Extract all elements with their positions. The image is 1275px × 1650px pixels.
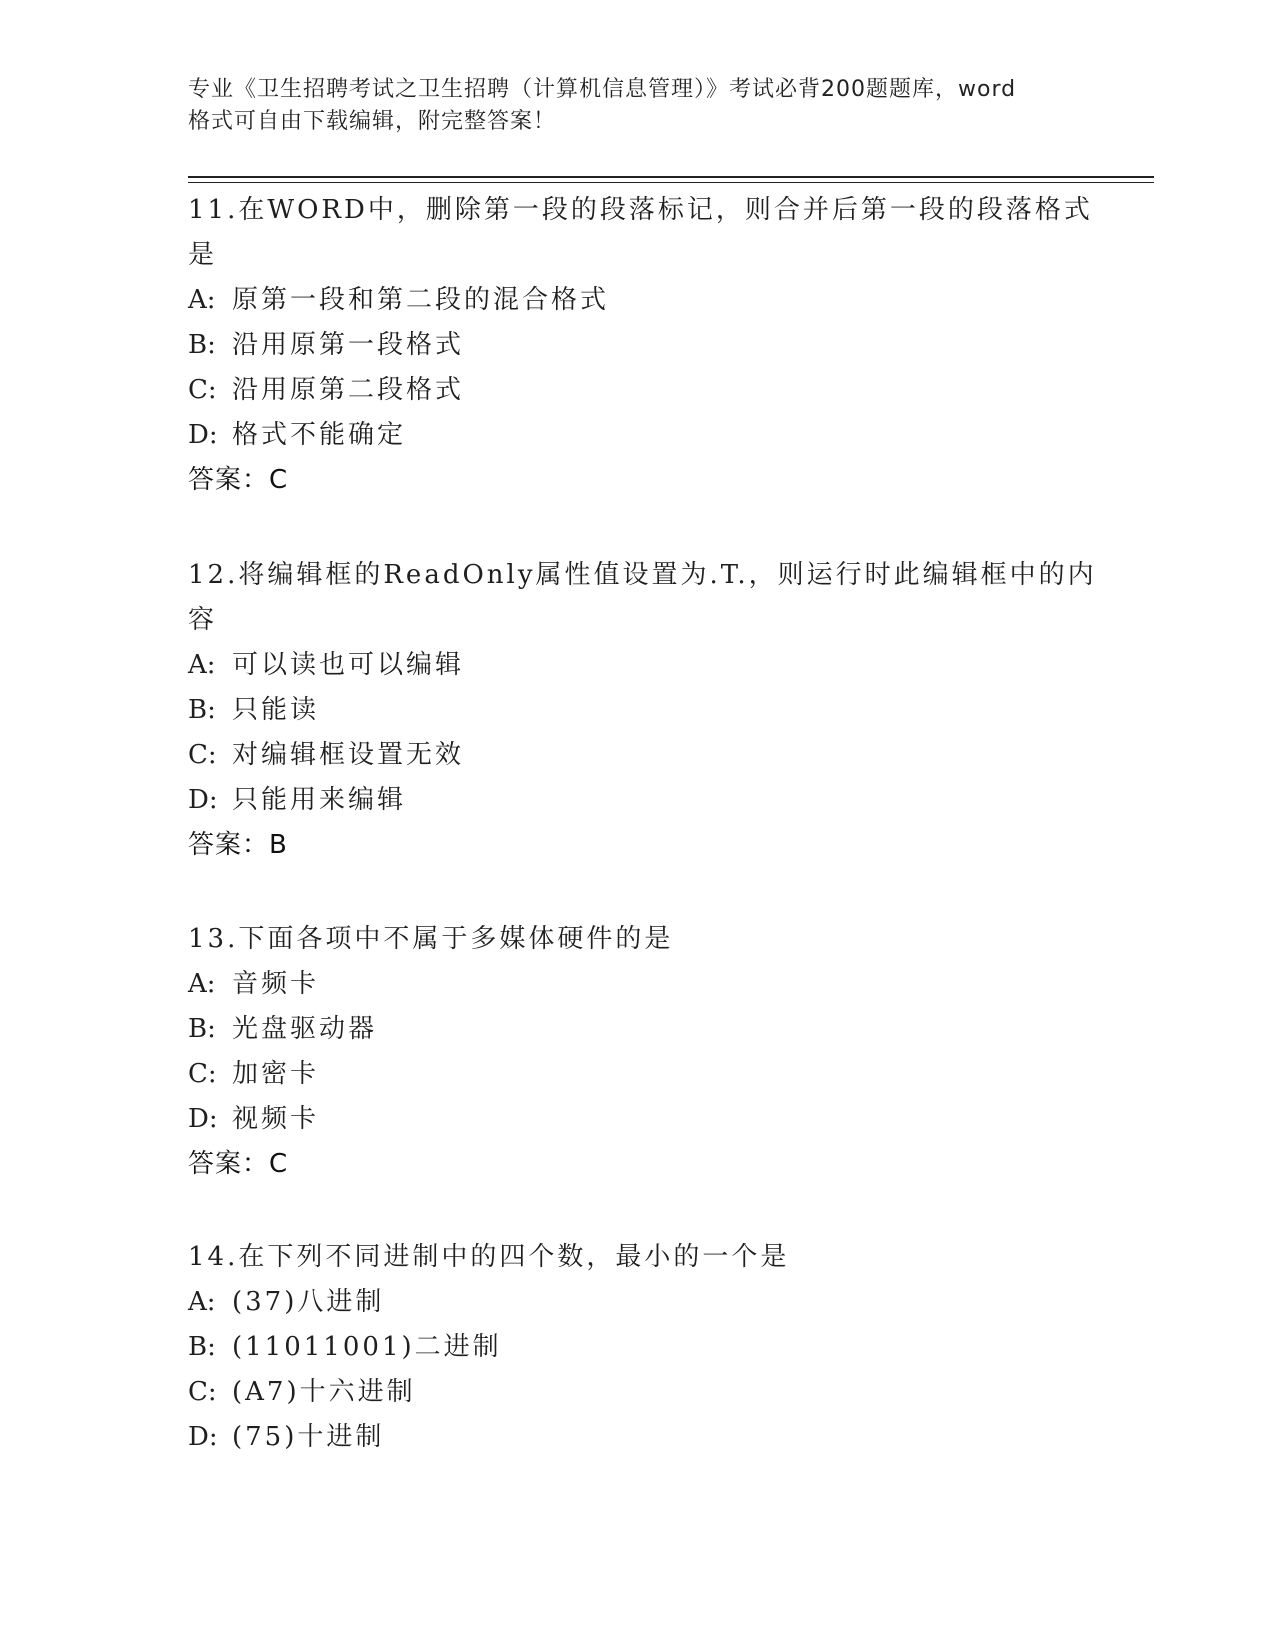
question-number: 12. — [188, 560, 239, 590]
option-a — [188, 643, 1088, 688]
option-text: 格式不能确定 — [232, 420, 407, 450]
question-stem — [188, 1235, 1088, 1280]
question-number: 14. — [188, 1242, 239, 1272]
option-text: 可以读也可以编辑 — [232, 650, 465, 680]
question-stem — [188, 188, 1093, 233]
option-b — [188, 323, 1088, 368]
option-label: B: — [188, 330, 216, 360]
option-label: A: — [188, 285, 216, 315]
question-stem-continued: 容 — [188, 605, 218, 635]
option-text: (75)十进制 — [232, 1422, 385, 1452]
option-text: 沿用原第一段格式 — [232, 330, 465, 360]
question-stem — [188, 917, 1088, 962]
option-a — [188, 278, 1088, 323]
option-c — [188, 1052, 1088, 1097]
question-text: 下面各项中不属于多媒体硬件的是 — [238, 924, 674, 954]
option-label: C: — [188, 375, 217, 405]
option-text: 原第一段和第二段的混合格式 — [232, 285, 610, 315]
option-text: 音频卡 — [232, 969, 320, 999]
option-text: 沿用原第二段格式 — [232, 375, 465, 405]
option-label: C: — [188, 1377, 217, 1407]
option-c — [188, 733, 1088, 778]
option-label: B: — [188, 1014, 216, 1044]
question-text: 在WORD中，删除第一段的段落标记，则合并后第一段的段落格式 — [238, 195, 1093, 225]
option-label: A: — [188, 1287, 216, 1317]
option-a — [188, 962, 1088, 1007]
option-label: A: — [188, 650, 216, 680]
option-b — [188, 1007, 1088, 1052]
question-12 — [188, 553, 1097, 868]
option-text: (A7)十六进制 — [232, 1377, 416, 1407]
question-11 — [188, 188, 1093, 503]
answer-line: 答案：B — [188, 830, 288, 860]
question-14 — [188, 1235, 1088, 1460]
question-number: 11. — [188, 195, 239, 225]
answer-line: 答案：C — [188, 1149, 289, 1179]
option-d — [188, 778, 1088, 823]
question-stem — [188, 553, 1097, 598]
option-label: C: — [188, 740, 217, 770]
answer-line: 答案：C — [188, 465, 289, 495]
option-d — [188, 1415, 1088, 1460]
header-divider-thick — [188, 176, 1154, 178]
option-b — [188, 1325, 1088, 1370]
question-stem-continued: 是 — [188, 240, 218, 270]
option-text: (11011001)二进制 — [232, 1332, 502, 1362]
intro-line-1: 专业《卫生招聘考试之卫生招聘（计算机信息管理）》考试必背200题题库，word — [188, 77, 1017, 102]
option-label: D: — [188, 1104, 218, 1134]
option-label: B: — [188, 695, 216, 725]
option-label: D: — [188, 420, 218, 450]
option-c — [188, 368, 1088, 413]
option-label: C: — [188, 1059, 217, 1089]
option-label: A: — [188, 969, 216, 999]
question-text: 将编辑框的ReadOnly属性值设置为.T.，则运行时此编辑框中的内 — [238, 560, 1097, 590]
option-text: (37)八进制 — [232, 1287, 385, 1317]
option-text: 只能用来编辑 — [232, 785, 407, 815]
option-text: 光盘驱动器 — [232, 1014, 378, 1044]
option-c — [188, 1370, 1088, 1415]
question-number: 13. — [188, 924, 239, 954]
header-divider-thin — [188, 182, 1154, 183]
option-a — [188, 1280, 1088, 1325]
option-b — [188, 688, 1088, 733]
option-label: D: — [188, 1422, 218, 1452]
question-13 — [188, 917, 1088, 1187]
option-label: D: — [188, 785, 218, 815]
option-text: 视频卡 — [232, 1104, 320, 1134]
option-text: 只能读 — [232, 695, 320, 725]
option-text: 加密卡 — [232, 1059, 320, 1089]
option-label: B: — [188, 1332, 216, 1362]
document-intro — [188, 74, 1088, 138]
question-text: 在下列不同进制中的四个数，最小的一个是 — [238, 1242, 790, 1272]
option-text: 对编辑框设置无效 — [232, 740, 465, 770]
option-d — [188, 1097, 1088, 1142]
option-d — [188, 413, 1088, 458]
intro-line-2: 格式可自由下载编辑，附完整答案！ — [188, 109, 557, 134]
